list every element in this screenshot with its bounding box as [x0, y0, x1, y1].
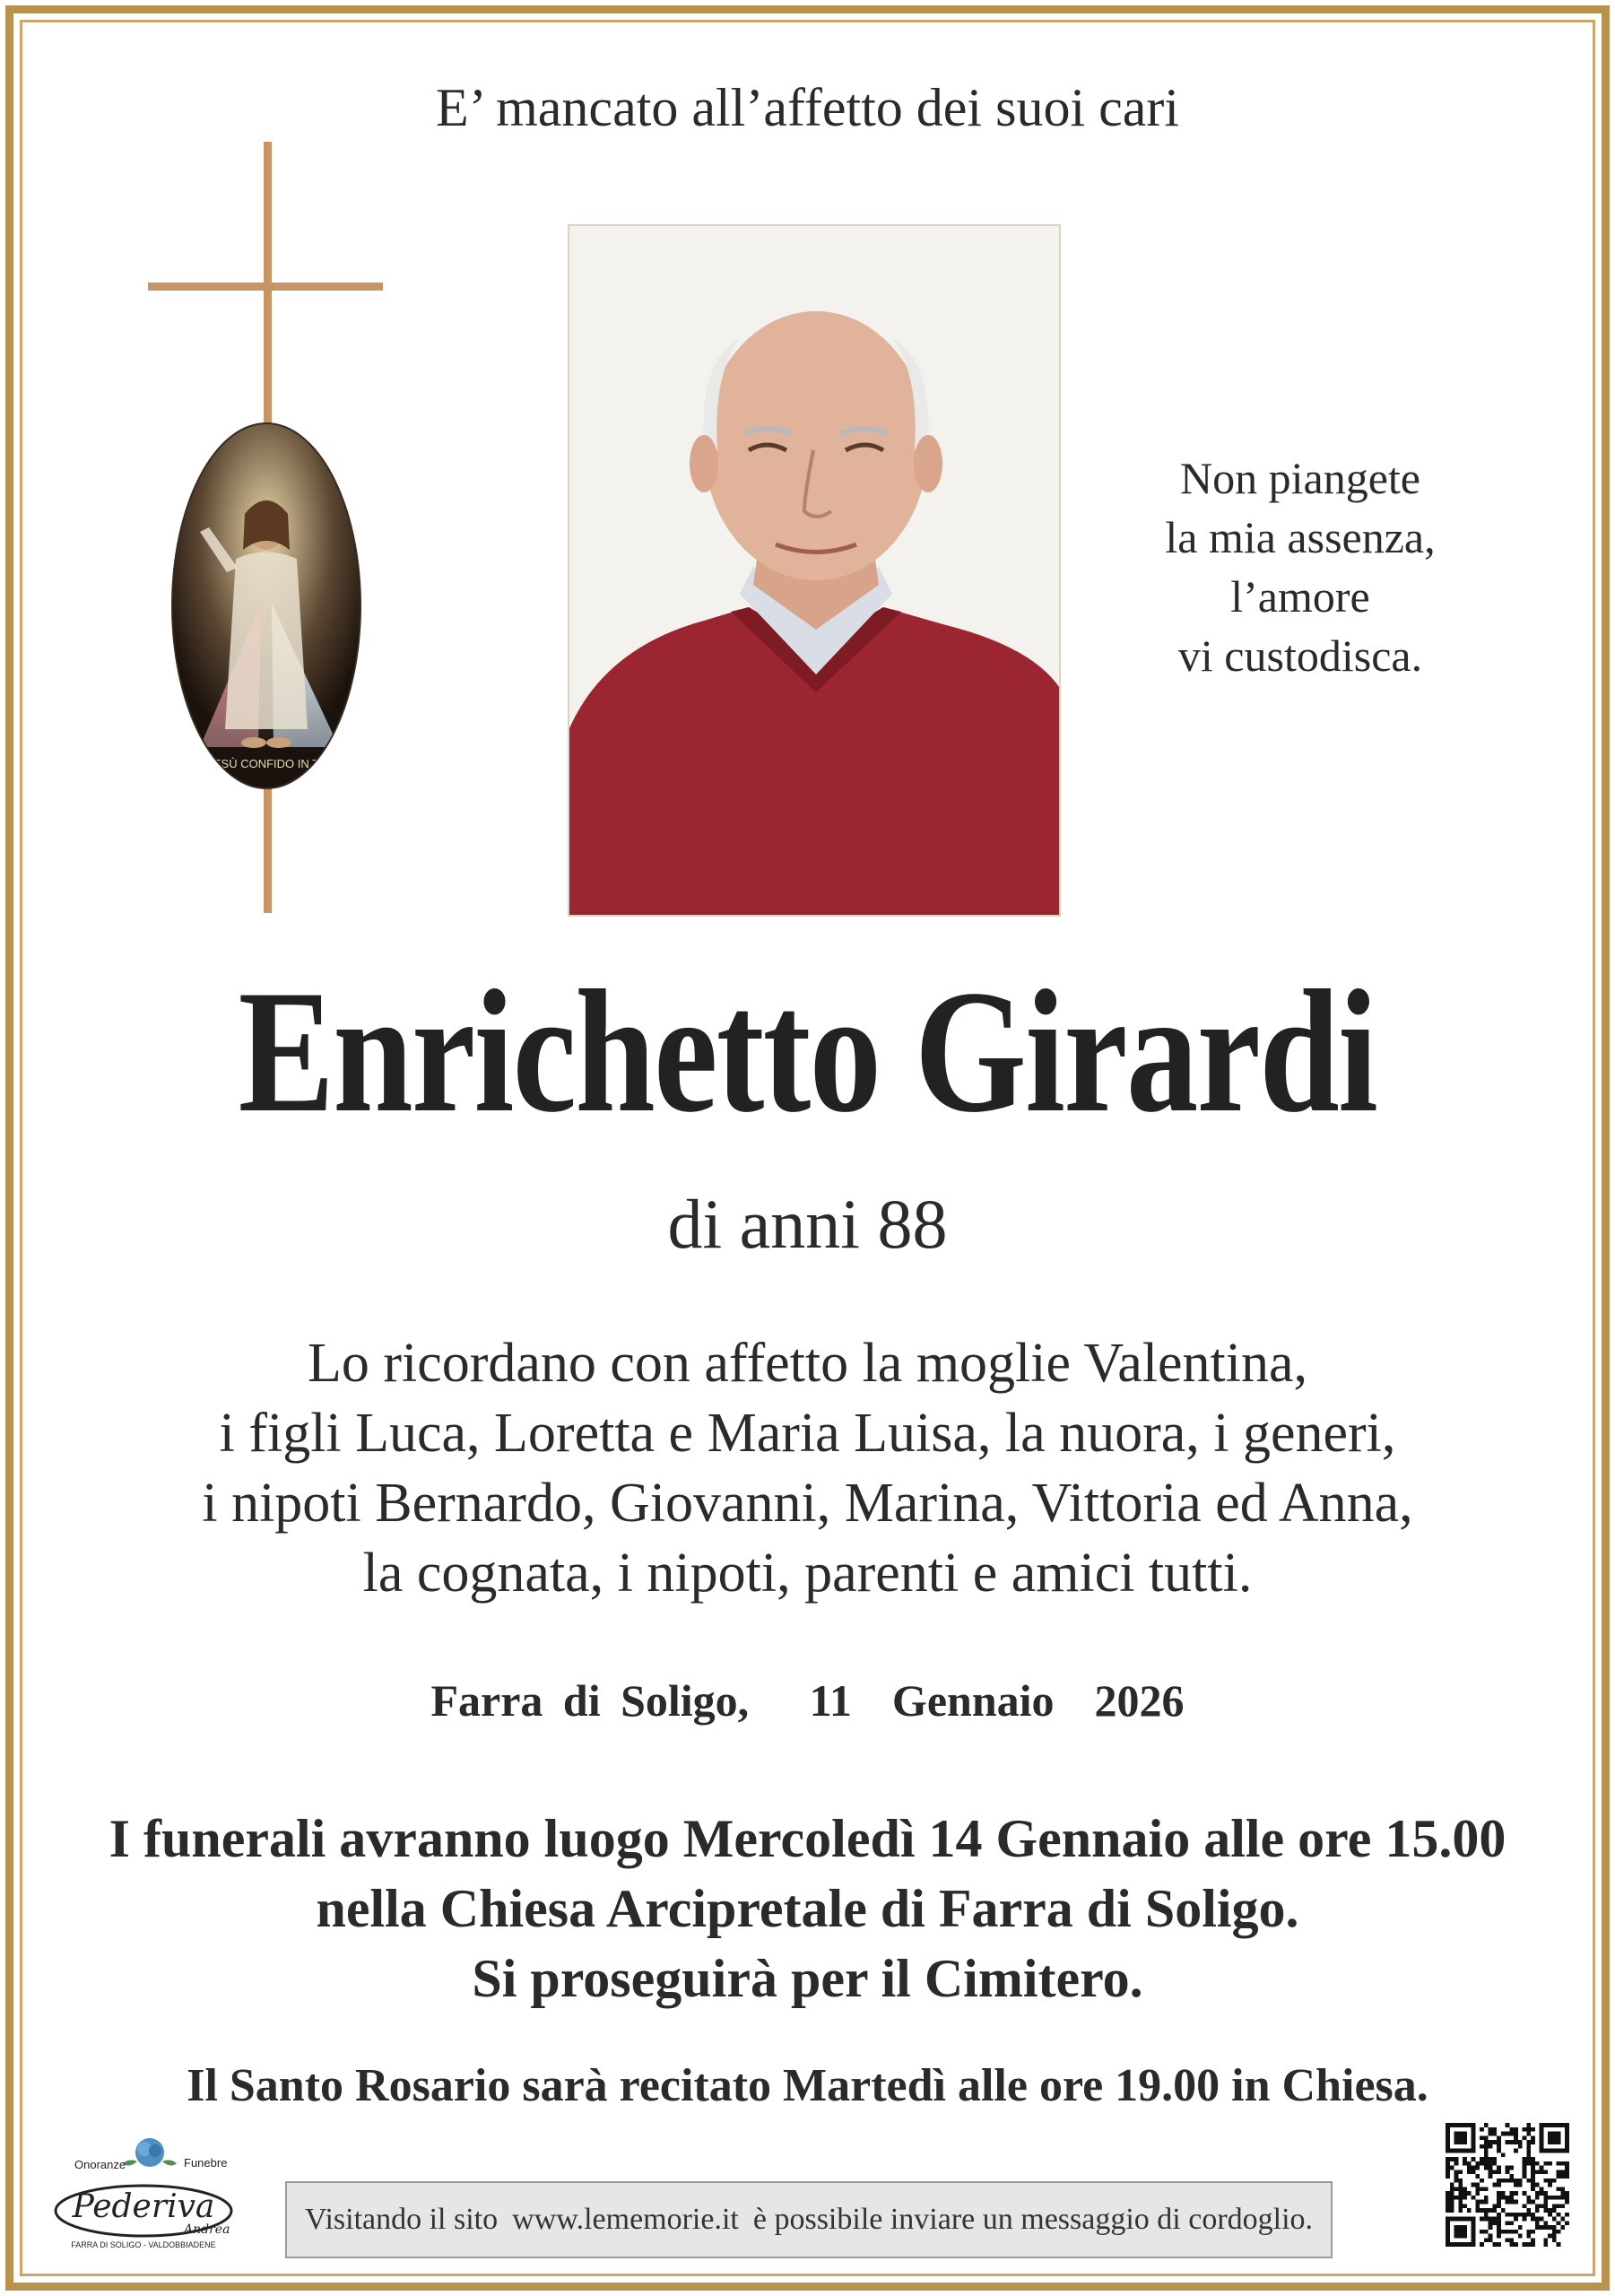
rose-logo-icon — [49, 2126, 238, 2251]
funeral-home-logo — [49, 2126, 238, 2251]
poem-line: l’amore — [1230, 571, 1370, 622]
funeral-line: nella Chiesa Arcipretale di Farra di Soligo. — [316, 1879, 1299, 1938]
svg-text:Funebre: Funebre — [184, 2156, 228, 2170]
qr-code-icon[interactable] — [1446, 2123, 1569, 2247]
poem-line: Non piangete — [1180, 453, 1420, 503]
intro-text: E’ mancato all’affetto dei suoi cari — [435, 78, 1180, 137]
mourners-line: i figli Luca, Loretta e Maria Luisa, la nuora, i generi, — [219, 1403, 1396, 1464]
portrait-photo — [568, 224, 1061, 917]
jesus-image-icon — [173, 424, 360, 787]
message-after: è possibile inviare un messaggio di cordoglio. — [752, 2203, 1314, 2236]
mourners-line: i nipoti Bernardo, Giovanni, Marina, Vittoria ed Anna, — [202, 1473, 1413, 1534]
funeral-line: I funerali avranno luogo Mercoledì 14 Gennaio alle ore 15.00 — [109, 1809, 1506, 1868]
mourners-line: la cognata, i nipoti, parenti e amici tutti. — [362, 1543, 1253, 1604]
poem-line: la mia assenza, — [1165, 512, 1436, 562]
place-date: Farra di Soligo, 11 Gennaio 2026 — [430, 1675, 1185, 1726]
age-text: di anni 88 — [667, 1185, 948, 1263]
message-before: Visitando il sito — [304, 2203, 499, 2236]
condolence-message-box — [285, 2181, 1333, 2258]
svg-text:FARRA DI SOLIGO - VALDOBBIAD: FARRA DI SOLIGO - VALDOBBIADENE — [71, 2240, 216, 2249]
rosary-text: Il Santo Rosario sarà recitato Martedì alle ore 19.00 in Chiesa. — [187, 2060, 1428, 2111]
svg-text:Pederiva: Pederiva — [72, 2188, 215, 2225]
poem-line: vi custodisca. — [1177, 631, 1423, 681]
funeral-line: Si proseguirà per il Cimitero. — [472, 1949, 1143, 2008]
website-link[interactable]: www.lememorie.it — [512, 2203, 739, 2236]
svg-text:Onoranze: Onoranze — [74, 2158, 126, 2171]
svg-text:Andrea: Andrea — [184, 2222, 230, 2237]
poem — [1076, 448, 1524, 685]
deceased-name: Enrichetto Girardi — [238, 954, 1377, 1149]
man-portrait-icon — [569, 226, 1061, 917]
medallion-caption: ESÙ CONFIDO IN T — [213, 757, 320, 770]
mourners-line: Lo ricordano con affetto la moglie Valentina, — [307, 1333, 1308, 1394]
divine-mercy-medallion — [173, 424, 360, 787]
cross-horizontal-bar — [148, 283, 383, 291]
